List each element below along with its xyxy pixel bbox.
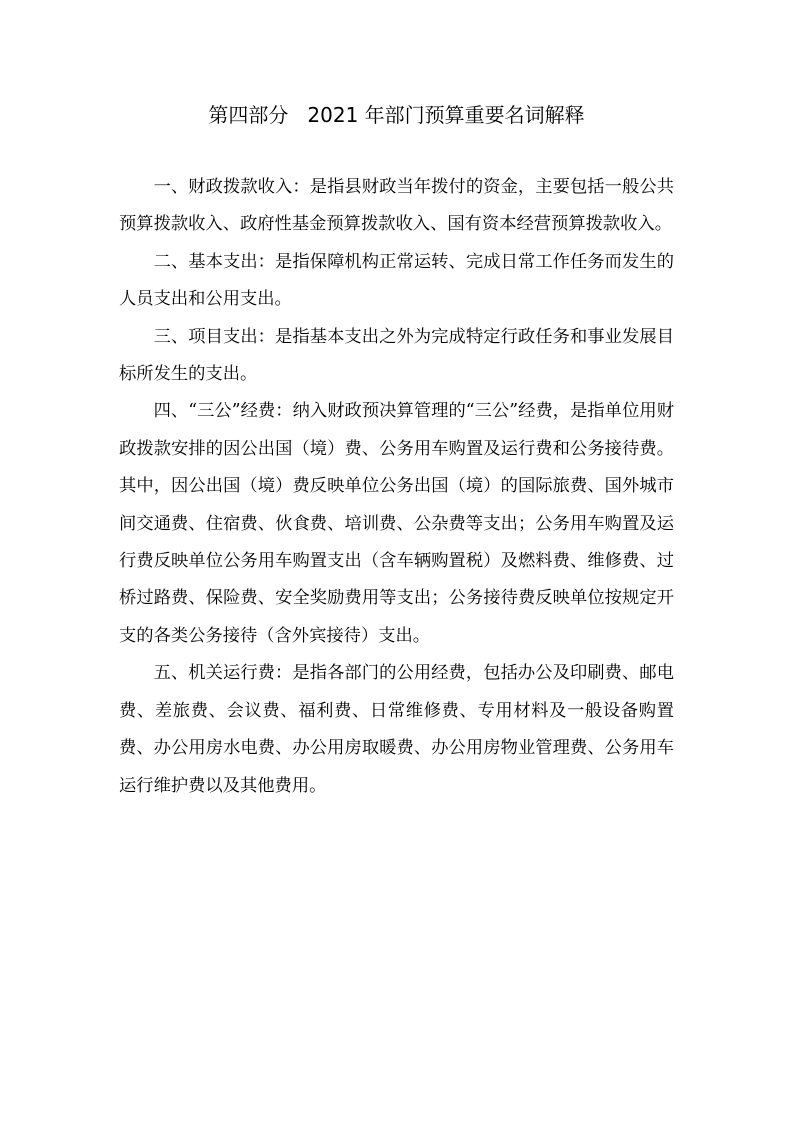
paragraph-project-expenditure: 三、项目支出：是指基本支出之外为完成特定行政任务和事业发展目标所发生的支出。	[119, 326, 674, 385]
paragraph-basic-expenditure: 二、基本支出：是指保障机构正常运转、完成日常工作任务而发生的人员支出和公用支出。	[119, 251, 674, 310]
paragraph-fiscal-appropriation-income: 一、财政拨款收入：是指县财政当年拨付的资金，主要包括一般公共预算拨款收入、政府性基金预算拨款收入、国有资本经营预算拨款收入。	[119, 177, 674, 235]
paragraph-three-public-expenses: 四、“三公”经费：纳入财政预决算管理的“三公”经费，是指单位用财政拨款安排的因公出国（境）费、公务用车购置及运行费和公务接待费。其中，因公出国（境）费反映单位公务出国（境）的国际旅费、国外城市间交通费、住宿费、伙食费、培训费、公杂费等支出；公务用车购置及运行费反映单位公务用车购置支出（含车辆购置税）及燃料费、维修费、过桥过路费、保险费、安全奖励费用等支出；公务接待费反映单位按规定开支的各类公务接待（含外宾接待）支出。	[119, 401, 674, 646]
page-title: 第四部分 2021 年部门预算重要名词解释	[208, 103, 585, 127]
paragraph-agency-operating-expenses: 五、机关运行费：是指各部门的公用经费，包括办公及印刷费、邮电费、差旅费、会议费、福利费、日常维修费、专用材料及一般设备购置费、办公用房水电费、办公用房取暖费、办公用房物业管理费、公务用车运行维护费以及其他费用。	[119, 663, 674, 796]
document-body	[119, 169, 674, 805]
